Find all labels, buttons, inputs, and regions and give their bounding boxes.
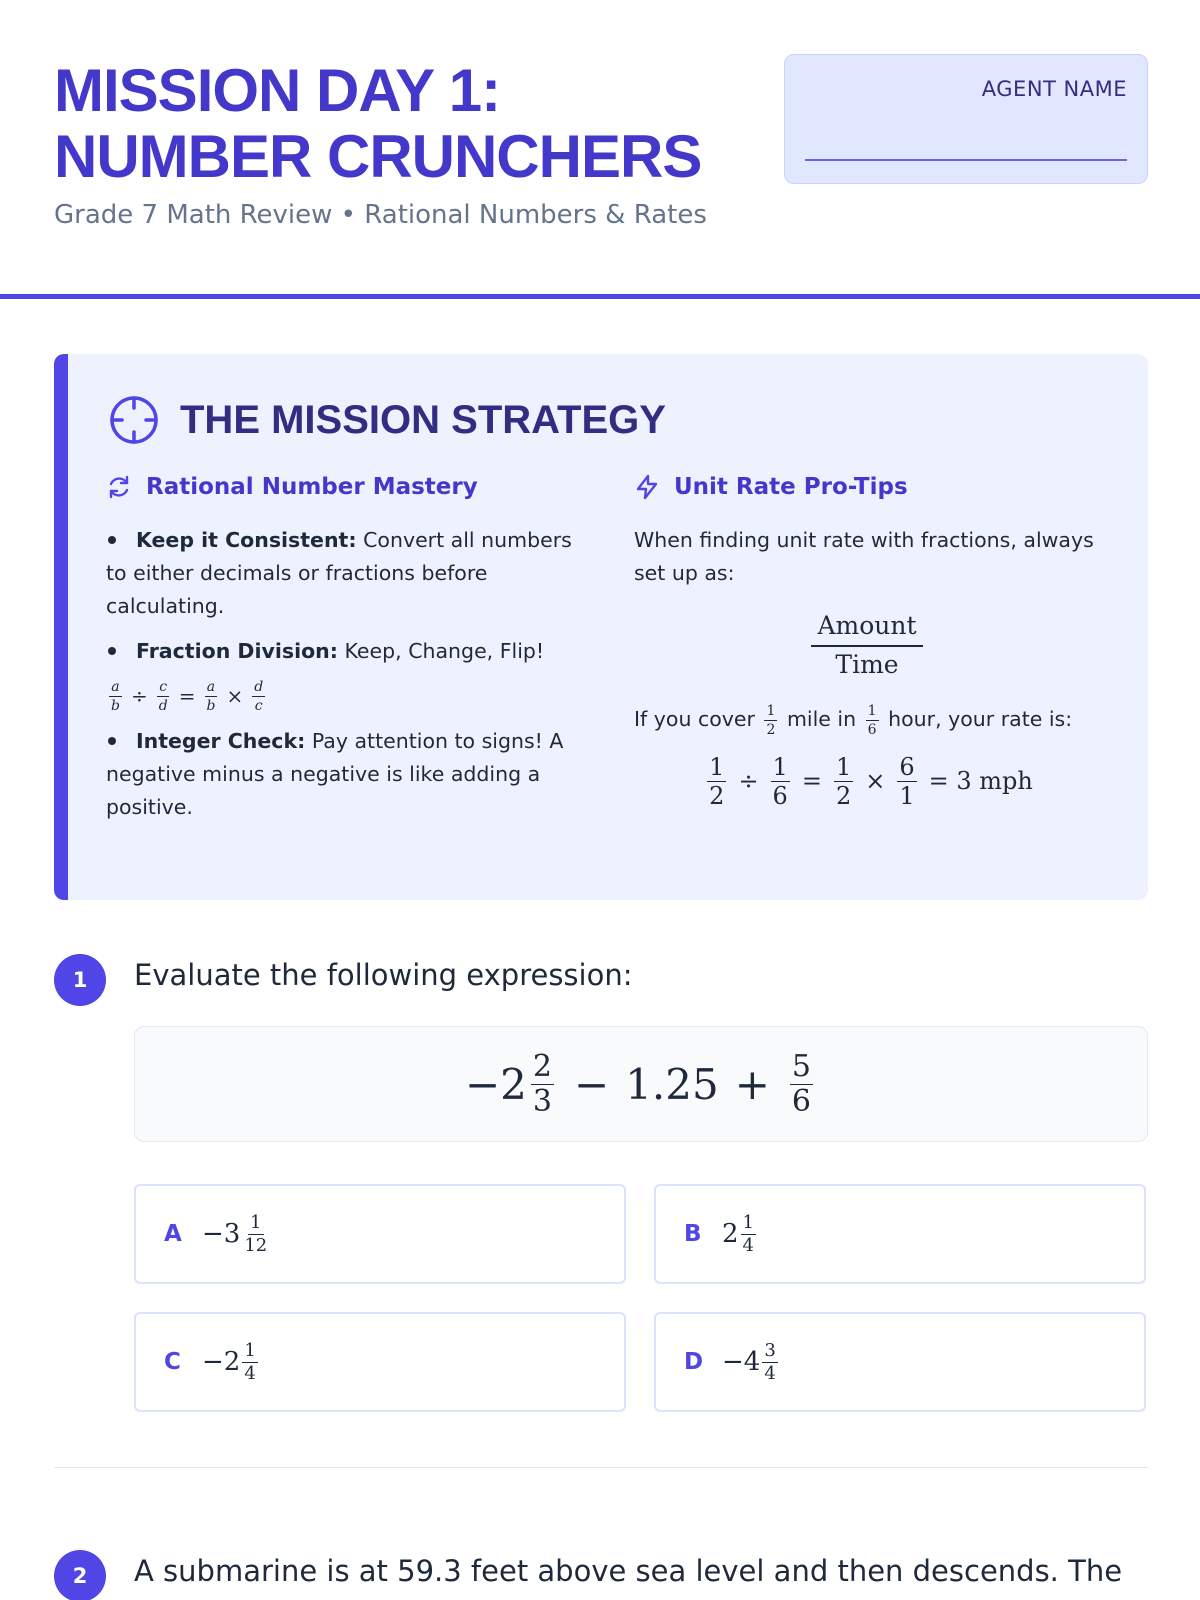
choice-letter: D xyxy=(684,1349,704,1375)
rational-mastery-column xyxy=(106,474,572,836)
choice-value: −2 $\frac{1}{4}$ xyxy=(202,1339,256,1384)
bullet-dot xyxy=(108,737,116,745)
choice-letter: C xyxy=(164,1349,181,1375)
distance-fraction: $\frac{1}{2}$ xyxy=(766,702,776,738)
choice-value: −4 $\frac{3}{4}$ xyxy=(722,1339,776,1384)
bullet-consistent xyxy=(106,524,572,623)
strategy-panel xyxy=(54,354,1148,900)
unit-rate-heading-text: Unit Rate Pro-Tips xyxy=(674,474,908,500)
expression-box xyxy=(134,1026,1148,1142)
lightning-icon xyxy=(634,474,660,500)
fraction: $\frac{2}{3}$ xyxy=(532,1048,552,1119)
unit-rate-example: If you cover $\frac{1}{2}$ mile in $\frac{1}{6}$ hour, your rate is: xyxy=(634,702,1073,738)
formula-numerator: Amount xyxy=(811,610,922,647)
choice-d[interactable] xyxy=(654,1312,1146,1412)
page-title: MISSION DAY 1: NUMBER CRUNCHERS xyxy=(54,57,702,190)
fraction: $\frac{c}{d}$ xyxy=(158,679,168,714)
strategy-accent-bar xyxy=(54,354,68,900)
choice-letter: A xyxy=(164,1221,182,1247)
bullet-label: Keep it Consistent: xyxy=(136,528,357,552)
amount-time-formula xyxy=(634,610,1100,681)
bullet-label: Integer Check: xyxy=(136,729,306,753)
choice-b[interactable] xyxy=(654,1184,1146,1284)
rational-mastery-heading xyxy=(106,474,572,500)
choice-c[interactable] xyxy=(134,1312,626,1412)
agent-name-box[interactable] xyxy=(784,54,1148,184)
bullet-integer-check xyxy=(106,725,572,824)
equation-result: = 3 mph xyxy=(928,767,1033,795)
unit-rate-heading xyxy=(634,474,1100,500)
fraction: $\frac{1}{6}$ xyxy=(772,752,788,810)
fraction: $\frac{d}{c}$ xyxy=(254,679,264,714)
choice-letter: B xyxy=(684,1221,702,1247)
bullet-text: Convert all numbers to either decimals or fractions before calculating. xyxy=(106,528,572,618)
unit-rate-intro: When finding unit rate with fractions, always set up as: xyxy=(634,528,1094,585)
formula-denominator: Time xyxy=(835,649,899,679)
question-prompt: A submarine is at 59.3 feet above sea level and then descends. The xyxy=(134,1554,1123,1588)
unit-rate-column xyxy=(634,474,1100,808)
fraction: $\frac{6}{1}$ xyxy=(899,752,915,810)
bullet-dot xyxy=(108,647,116,655)
bullet-text: Pay attention to signs! A negative minus a negative is like adding a positive. xyxy=(106,729,564,819)
question-number: 1 xyxy=(54,954,106,1006)
question-prompt: Evaluate the following expression: xyxy=(134,958,633,992)
agent-name-line[interactable] xyxy=(805,159,1127,161)
expression: −2 $\frac{2}{3}$ − 1.25 + $\frac{5}{6}$ xyxy=(464,1048,812,1119)
strategy-title: THE MISSION STRATEGY xyxy=(180,397,666,442)
fraction: $\frac{a}{b}$ xyxy=(206,679,216,714)
bullet-dot xyxy=(108,536,116,544)
bullet-text: Keep, Change, Flip! xyxy=(344,639,545,663)
rational-mastery-heading-text: Rational Number Mastery xyxy=(146,474,478,500)
division-rule-formula: $\frac{a}{b}$ ÷ $\frac{c}{d}$ = $\frac{a}{b}$ × $\frac{d}{c}$ xyxy=(111,679,264,714)
header-rule xyxy=(0,294,1200,299)
fraction: $\frac{1}{2}$ xyxy=(835,752,852,810)
question-divider xyxy=(54,1467,1148,1468)
page-subtitle: Grade 7 Math Review • Rational Numbers & Rates xyxy=(54,200,707,230)
header xyxy=(54,54,1148,254)
time-fraction: $\frac{1}{6}$ xyxy=(867,702,877,738)
bullet-fraction-division xyxy=(106,635,572,713)
choice-a[interactable] xyxy=(134,1184,626,1284)
fraction: $\frac{a}{b}$ xyxy=(111,679,120,714)
choice-value: −3 $\frac{1}{12}$ xyxy=(202,1211,268,1256)
strategy-header xyxy=(108,394,666,446)
bullet-label: Fraction Division: xyxy=(136,639,338,663)
fraction: $\frac{5}{6}$ xyxy=(791,1048,812,1119)
agent-name-label: AGENT NAME xyxy=(981,77,1127,101)
fraction: $\frac{1}{2}$ xyxy=(709,752,725,810)
unit-rate-equation: $\frac{1}{2}$ ÷ $\frac{1}{6}$ = $\frac{1}{2}$ × $\frac{6}{1}$ = 3 mph xyxy=(709,752,1033,810)
question-number: 2 xyxy=(54,1550,106,1600)
crosshair-icon xyxy=(108,394,160,446)
refresh-icon xyxy=(106,474,132,500)
choice-value: 2 $\frac{1}{4}$ xyxy=(722,1211,754,1256)
